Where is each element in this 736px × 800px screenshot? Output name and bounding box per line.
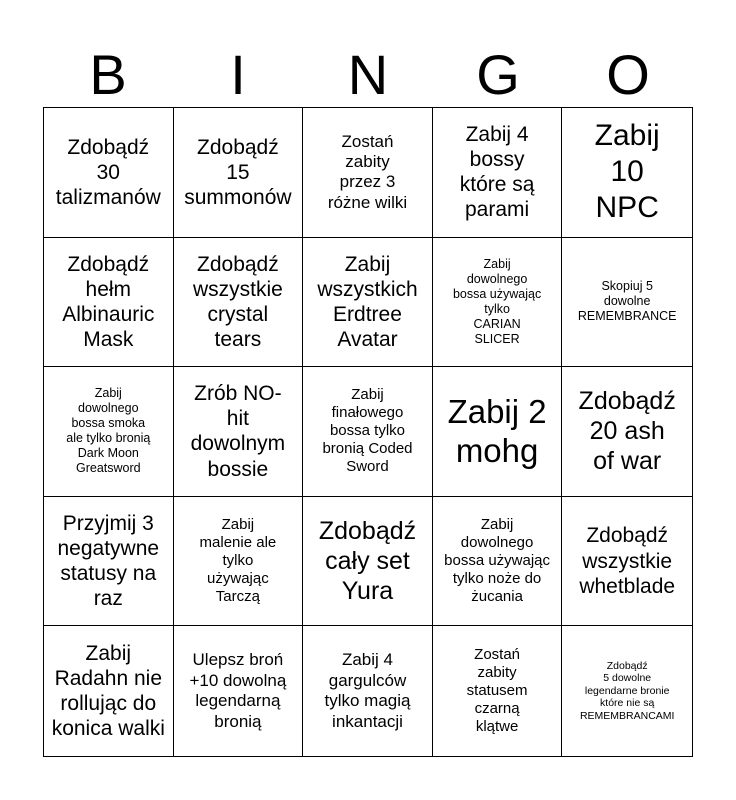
bingo-cell-r4c2[interactable] xyxy=(174,497,304,627)
bingo-cell-r4c5[interactable] xyxy=(562,497,692,627)
bingo-cell-r5c5[interactable] xyxy=(562,626,692,756)
bingo-cell-r3c3[interactable] xyxy=(303,367,433,497)
bingo-cell-r5c4[interactable] xyxy=(433,626,563,756)
header-letter-b: B xyxy=(89,43,127,106)
cell-text: Zabij 2 mohg xyxy=(447,392,547,470)
cell-text: Zostań zabity przez 3 różne wilki xyxy=(327,131,408,212)
cell-text: Zdobądź cały set Yura xyxy=(318,517,417,606)
bingo-grid xyxy=(43,107,693,757)
cell-text: Zabij 4 bossy które są parami xyxy=(459,122,535,222)
cell-text: Zdobądź wszystkie whetblade xyxy=(579,524,676,598)
bingo-cell-r5c3[interactable] xyxy=(303,626,433,756)
bingo-cell-r2c5[interactable] xyxy=(562,238,692,368)
cell-text: Zabij malenie ale tylko używając Tarczą xyxy=(199,516,277,606)
bingo-cell-r1c3[interactable] xyxy=(303,108,433,238)
bingo-cell-r2c1[interactable] xyxy=(44,238,174,368)
bingo-cell-r3c5[interactable] xyxy=(562,367,692,497)
cell-text: Zdobądź wszystkie crystal tears xyxy=(192,252,283,352)
cell-text: Zdobądź 30 talizmanów xyxy=(55,135,161,209)
header-letter-n: N xyxy=(347,43,389,106)
cell-text: Zrób NO- hit dowolnym bossie xyxy=(190,382,286,481)
cell-text: Zabij dowolnego bossa używając tylko CARIAN SLICER xyxy=(452,256,542,346)
bingo-cell-r3c4[interactable] xyxy=(433,367,563,497)
bingo-cell-r1c1[interactable] xyxy=(44,108,174,238)
bingo-cell-r4c1[interactable] xyxy=(44,497,174,627)
bingo-cell-r4c3[interactable] xyxy=(303,497,433,627)
bingo-cell-r4c4[interactable] xyxy=(433,497,563,627)
cell-text: Przyjmij 3 negatywne statusy na raz xyxy=(57,511,160,611)
bingo-cell-r3c2[interactable] xyxy=(174,367,304,497)
cell-text: Zabij finałowego bossa tylko bronią Coded Sword xyxy=(322,386,413,476)
cell-text: Skopiuj 5 dowolne REMEMBRANCE xyxy=(577,279,677,324)
cell-text: Zostań zabity statusem czarną klątwe xyxy=(466,646,528,736)
cell-text: Zabij 4 gargulców tylko magią inkantacji xyxy=(324,650,411,731)
bingo-cell-r5c1[interactable] xyxy=(44,626,174,756)
cell-text: Zabij dowolnego bossa używając tylko noże do żucania xyxy=(444,516,551,606)
bingo-cell-r3c1[interactable] xyxy=(44,367,174,497)
cell-text: Zdobądź hełm Albinauric Mask xyxy=(62,252,155,352)
cell-text: Zabij wszystkich Erdtree Avatar xyxy=(317,252,418,352)
cell-text: Ulepsz broń +10 dowolną legendarną bronią xyxy=(189,650,287,731)
cell-text: Zabij 10 NPC xyxy=(594,119,660,225)
bingo-header xyxy=(43,40,693,110)
bingo-cell-r1c5[interactable] xyxy=(562,108,692,238)
header-letter-i: I xyxy=(230,43,246,106)
cell-text: Zabij Radahn nie rollując do konica walki xyxy=(51,641,165,741)
bingo-cell-r5c2[interactable] xyxy=(174,626,304,756)
bingo-cell-r1c4[interactable] xyxy=(433,108,563,238)
cell-text: Zabij dowolnego bossa smoka ale tylko bronią Dark Moon Greatsword xyxy=(66,386,151,476)
cell-text: Zdobądź 15 summonów xyxy=(184,135,292,209)
cell-text: Zdobądź 20 ash of war xyxy=(578,387,676,476)
cell-text: Zdobądź 5 dowolne legendarne bronie które nie są REMEMBRANCAMI xyxy=(579,659,675,723)
bingo-cell-r2c3[interactable] xyxy=(303,238,433,368)
bingo-cell-r2c4[interactable] xyxy=(433,238,563,368)
header-letter-o: O xyxy=(606,43,650,106)
header-letter-g: G xyxy=(476,43,520,106)
bingo-cell-r2c2[interactable] xyxy=(174,238,304,368)
bingo-cell-r1c2[interactable] xyxy=(174,108,304,238)
